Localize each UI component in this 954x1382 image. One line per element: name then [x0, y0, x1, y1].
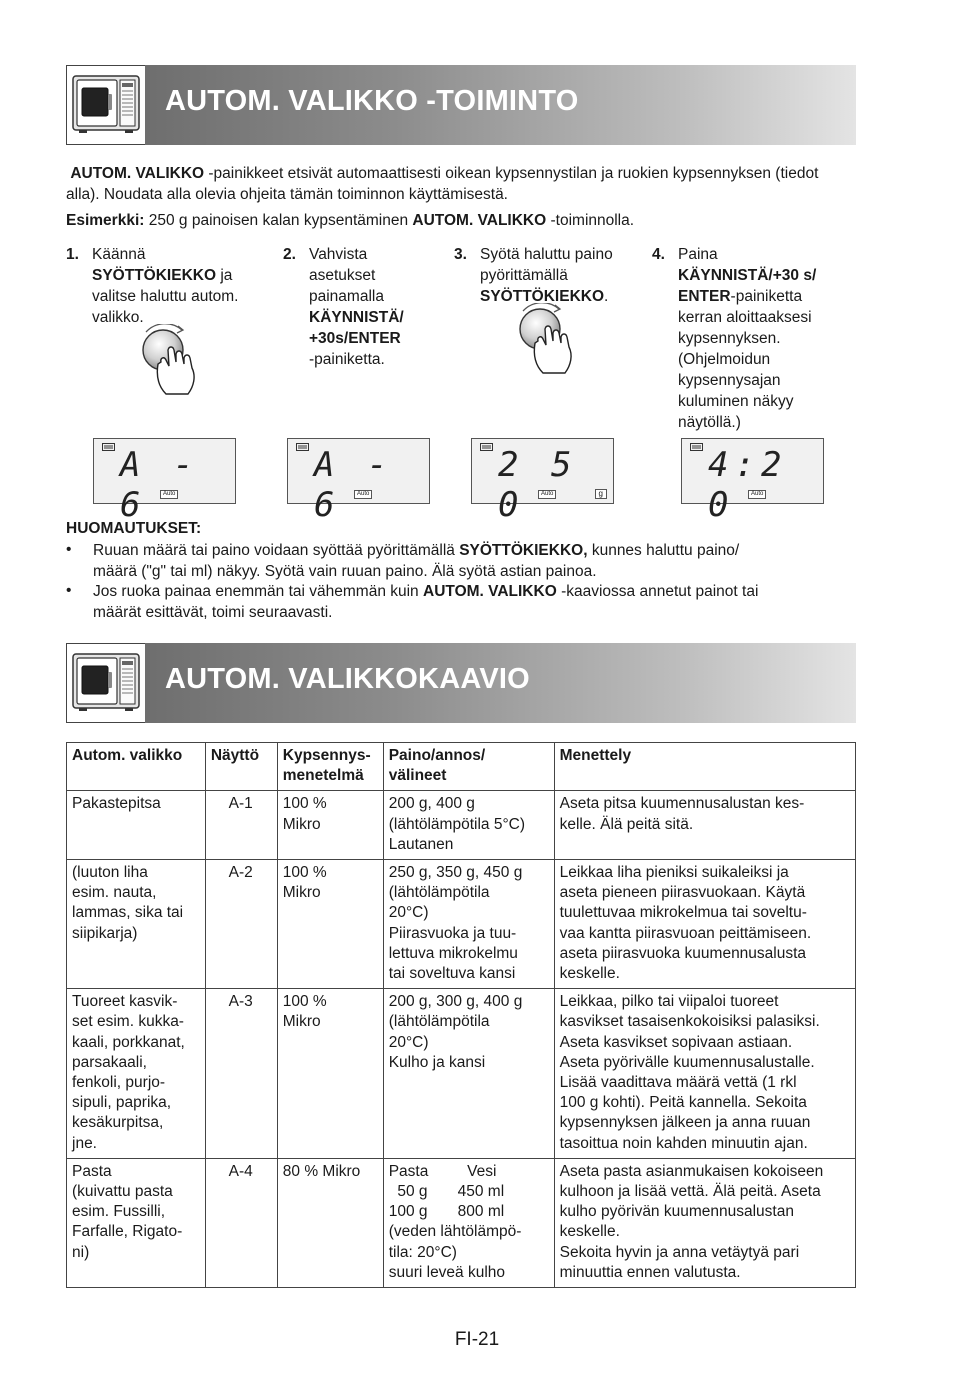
table-row — [67, 860, 856, 989]
step-number: 4. — [652, 246, 665, 263]
lcd-display-3 — [471, 438, 614, 525]
example-text-2: -toiminnolla. — [546, 212, 635, 229]
note-bold: SYÖTTÖKIEKKO, — [459, 542, 588, 559]
cell-line: siipikarja) — [72, 924, 138, 942]
step-line: näytöllä.) — [678, 414, 741, 431]
step-bold: KÄYNNISTÄ/+30 s/ — [678, 267, 817, 284]
cell-line: tuulettuvaa mikrokelmua tai soveltu- — [559, 904, 807, 922]
cell-line: vaa kantta piirasvuoan peittämiseen. — [559, 924, 812, 942]
notes-title: HUOMAUTUKSET: — [66, 520, 202, 537]
cell-procedure — [554, 1158, 855, 1287]
cell-line: kesäkurpitsa, — [72, 1114, 164, 1132]
cell-line: 80 % Mikro — [282, 1162, 361, 1180]
cell-line: kulho pyörivän kuumennusalustan — [559, 1203, 794, 1221]
cell-line: 50 g 450 ml — [388, 1183, 505, 1201]
step-line: asetukset — [309, 267, 376, 284]
dial-hand-icon — [513, 303, 577, 382]
page-number: FI-21 — [454, 1329, 500, 1350]
note-text: -kaaviossa annetut painot tai — [556, 583, 759, 600]
cell-line: 100 % — [282, 993, 327, 1011]
microwave-indicator-icon — [296, 443, 309, 451]
section-header-auto-menu-chart — [66, 643, 856, 723]
header-display: Näyttö — [205, 743, 277, 791]
cell-line: Lautanen — [388, 835, 454, 853]
step-line: valikko. — [92, 309, 144, 326]
cell-line: ni) — [72, 1243, 90, 1261]
microwave-indicator-icon — [102, 443, 115, 451]
bullet: • — [66, 582, 72, 599]
cell-line: 100 % — [282, 795, 327, 813]
cell-menu — [67, 860, 206, 989]
example-label: Esimerkki: — [66, 212, 145, 229]
cell-line: kypsennyksen jälkeen ja anna ruuan — [559, 1114, 811, 1132]
cell-line: (veden lähtölämpö- — [388, 1223, 522, 1241]
cell-display: A-2 — [205, 860, 277, 989]
example-text-1: 250 g painoisen kalan kypsentäminen — [144, 212, 413, 229]
step-line: ja — [216, 267, 233, 284]
cell-weight — [383, 791, 554, 860]
cell-method — [277, 989, 383, 1159]
cell-line: tila: 20°C) — [388, 1243, 457, 1261]
cell-line: 100 g 800 ml — [388, 1203, 505, 1221]
header-line: Kypsennys- — [282, 747, 371, 764]
cell-line: Tuoreet kasvik- — [72, 993, 178, 1011]
cell-line: kulhoon ja lisää vettä. Älä peitä. Aseta — [559, 1183, 821, 1201]
cell-line: 100 g kohti). Peitä kannella. Sekoita — [559, 1094, 807, 1112]
cell-line: Mikro — [282, 1013, 321, 1031]
step-line: kerran aloittaaksesi — [678, 309, 812, 326]
section-title: AUTOM. VALIKKOKAAVIO — [165, 663, 530, 695]
cell-method — [277, 860, 383, 989]
microwave-oven-icon — [66, 65, 146, 145]
cell-line: esim. nauta, — [72, 884, 157, 902]
cell-line: set esim. kukka- — [72, 1013, 184, 1031]
example-bold: AUTOM. VALIKKO — [412, 212, 547, 229]
intro-lead-text: -painikkeet etsivät automaattisesti oikean kypsennystilan ja ruokien kypsennyksen (tiedot alla). Noudata alla olevia ohjeita tämän toiminnon käyttämisestä. — [66, 165, 819, 203]
header-line: Paino/annos/ — [388, 747, 486, 764]
step-bold: SYÖTTÖKIEKKO — [480, 288, 605, 305]
cell-line: tai soveltuva kansi — [388, 965, 516, 983]
cell-line: (luuton liha — [72, 864, 148, 882]
step-line: Käännä — [92, 246, 146, 263]
header-method — [277, 743, 383, 791]
cell-line: Aseta pasta asianmukaisen kokoiseen — [559, 1162, 824, 1180]
step-line: Paina — [678, 246, 718, 263]
header-menu: Autom. valikko — [67, 743, 206, 791]
cell-line: lammas, sika tai — [72, 904, 184, 922]
auto-menu-chart-table — [66, 742, 856, 1288]
note-bold: AUTOM. VALIKKO — [423, 583, 557, 600]
cell-line: esim. Fussilli, — [72, 1203, 166, 1221]
step-line: Syötä haluttu paino — [480, 246, 613, 263]
cell-line: 200 g, 400 g — [388, 795, 475, 813]
cell-line: aseta piirasvuoka kuumennusalusta — [559, 944, 807, 962]
cell-procedure — [554, 860, 855, 989]
step-line: -painiketta. — [309, 351, 385, 368]
cell-line: jne. — [72, 1134, 97, 1152]
cell-line: Pasta — [72, 1162, 112, 1180]
cell-menu — [67, 989, 206, 1159]
auto-indicator: Auto — [538, 490, 556, 499]
cell-line: 20°C) — [388, 904, 429, 922]
cell-line: minuuttia ennen valutusta. — [559, 1263, 741, 1281]
cell-line: (kuivattu pasta — [72, 1183, 173, 1201]
cell-method — [277, 1158, 383, 1287]
cell-line: (lähtölämpötila 5°C) — [388, 815, 526, 833]
cell-line: (lähtölämpötila — [388, 884, 490, 902]
cell-weight — [383, 989, 554, 1159]
cell-line: 20°C) — [388, 1033, 429, 1051]
note-text: määrät esittävät, toimi seuraavasti. — [93, 603, 333, 621]
bullet: • — [66, 541, 72, 558]
cell-line: Pasta Vesi — [388, 1162, 497, 1180]
step-line: (Ohjelmoidun — [678, 351, 771, 368]
table-header-row — [67, 743, 856, 791]
example-line — [66, 211, 856, 232]
cell-line: sipuli, paprika, — [72, 1094, 172, 1112]
step-number: 2. — [283, 246, 296, 263]
note-text: määrä ("g" tai ml) näkyy. Syötä vain ruuan paino. Älä syötä astian painoa. — [93, 562, 597, 580]
step-bold: +30s/ENTER — [309, 330, 401, 347]
header-weight — [383, 743, 554, 791]
cell-line: 250 g, 350 g, 450 g — [388, 864, 523, 882]
step-number: 3. — [454, 246, 467, 263]
note-text: Ruuan määrä tai paino voidaan syöttää pyörittämällä — [93, 542, 460, 559]
cell-line: aseta pieneen piirasvuokaan. Käytä — [559, 884, 806, 902]
cell-weight — [383, 1158, 554, 1287]
section-title-bar — [145, 643, 856, 723]
dial-hand-icon — [136, 324, 200, 403]
cell-menu — [67, 791, 206, 860]
header-line: välineet — [388, 767, 447, 785]
cell-line: Mikro — [282, 884, 321, 902]
cell-line: Piirasvuoka ja tuu- — [388, 924, 517, 942]
auto-indicator: Auto — [160, 490, 178, 499]
step-line: Vahvista — [309, 246, 368, 263]
cell-line: Leikkaa liha pieniksi suikaleiksi ja — [559, 864, 789, 882]
step-bold: ENTER — [678, 288, 731, 305]
step-number: 1. — [66, 246, 79, 263]
cell-line: Aseta pyörivälle kuumennusalustalle. — [559, 1053, 815, 1071]
step-line: . — [604, 288, 609, 305]
cell-line: lettuva mikrokelmu — [388, 944, 518, 962]
cell-line: Leikkaa, pilko tai viipaloi tuoreet — [559, 993, 779, 1011]
step-line: kypsennyksen. — [678, 330, 781, 347]
note-text: Jos ruoka painaa enemmän tai vähemmän kuin — [93, 583, 423, 600]
cell-line: Lisää vaadittava määrä vettä (1 rkl — [559, 1074, 797, 1092]
cell-line: 100 % — [282, 864, 327, 882]
lcd-digits: A - 6 — [314, 445, 394, 525]
cell-line: keskelle. — [559, 965, 620, 983]
cell-line: 200 g, 300 g, 400 g — [388, 993, 523, 1011]
section-title: AUTOM. VALIKKO -TOIMINTO — [165, 85, 579, 117]
note-2 — [93, 582, 855, 623]
lcd-digits: A - 6 — [120, 445, 200, 525]
auto-indicator: Auto — [354, 490, 372, 499]
step-line: valitse haluttu autom. — [92, 288, 239, 305]
cell-line: Mikro — [282, 815, 321, 833]
cell-line: Kulho ja kansi — [388, 1053, 486, 1071]
step-line: pyörittämällä — [480, 267, 568, 284]
table-row — [67, 989, 856, 1159]
auto-indicator: Auto — [748, 490, 766, 499]
cell-line: parsakaali, — [72, 1053, 147, 1071]
intro-paragraph — [66, 164, 856, 205]
step-line: -painiketta — [730, 288, 803, 305]
cell-display: A-1 — [205, 791, 277, 860]
cell-line: fenkoli, purjo- — [72, 1074, 166, 1092]
section-title-bar — [145, 65, 856, 145]
microwave-indicator-icon — [480, 443, 493, 451]
cell-display: A-4 — [205, 1158, 277, 1287]
cell-line: suuri leveä kulho — [388, 1263, 506, 1281]
cell-line: kasvikset tasaisenkokoisiksi palasiksi. — [559, 1013, 820, 1031]
step-bold: KÄYNNISTÄ/ — [309, 309, 404, 326]
header-line: menetelmä — [282, 767, 364, 785]
cell-line: (lähtölämpötila — [388, 1013, 490, 1031]
step-line: painamalla — [309, 288, 384, 305]
cell-line: Aseta pitsa kuumennusalustan kes- — [559, 795, 805, 813]
lcd-display-1 — [93, 438, 236, 525]
cell-line: keskelle. — [559, 1223, 620, 1241]
cell-line: tasoittua noin kahden minuutin ajan. — [559, 1134, 808, 1152]
microwave-indicator-icon — [690, 443, 703, 451]
step-line: kypsennysajan — [678, 372, 781, 389]
note-1 — [93, 541, 855, 582]
step-bold: SYÖTTÖKIEKKO — [92, 267, 217, 284]
cell-method — [277, 791, 383, 860]
cell-line: Pakastepitsa — [72, 795, 161, 813]
note-text: kunnes haluttu paino/ — [587, 542, 740, 559]
lcd-digits: 4:2 0 — [708, 445, 788, 525]
cell-line: Farfalle, Rigato- — [72, 1223, 183, 1241]
table-row — [67, 791, 856, 860]
microwave-oven-icon — [66, 643, 146, 723]
intro-lead-bold: AUTOM. VALIKKO — [70, 165, 205, 182]
lcd-display-2 — [287, 438, 430, 525]
cell-procedure — [554, 791, 855, 860]
lcd-digits: 2 5 0 — [498, 445, 578, 525]
gram-indicator: g — [595, 489, 607, 499]
cell-weight — [383, 860, 554, 989]
header-procedure: Menettely — [554, 743, 855, 791]
cell-line: kaali, porkkanat, — [72, 1033, 185, 1051]
cell-display: A-3 — [205, 989, 277, 1159]
cell-menu — [67, 1158, 206, 1287]
cell-line: Sekoita hyvin ja anna vetäytyä pari — [559, 1243, 800, 1261]
table-row — [67, 1158, 856, 1287]
step-line: kuluminen näkyy — [678, 393, 794, 410]
cell-procedure — [554, 989, 855, 1159]
cell-line: kelle. Älä peitä sitä. — [559, 815, 694, 833]
cell-line: Aseta kasvikset sopivaan astiaan. — [559, 1033, 793, 1051]
lcd-display-4 — [681, 438, 824, 525]
section-header-auto-menu-function — [66, 65, 856, 145]
